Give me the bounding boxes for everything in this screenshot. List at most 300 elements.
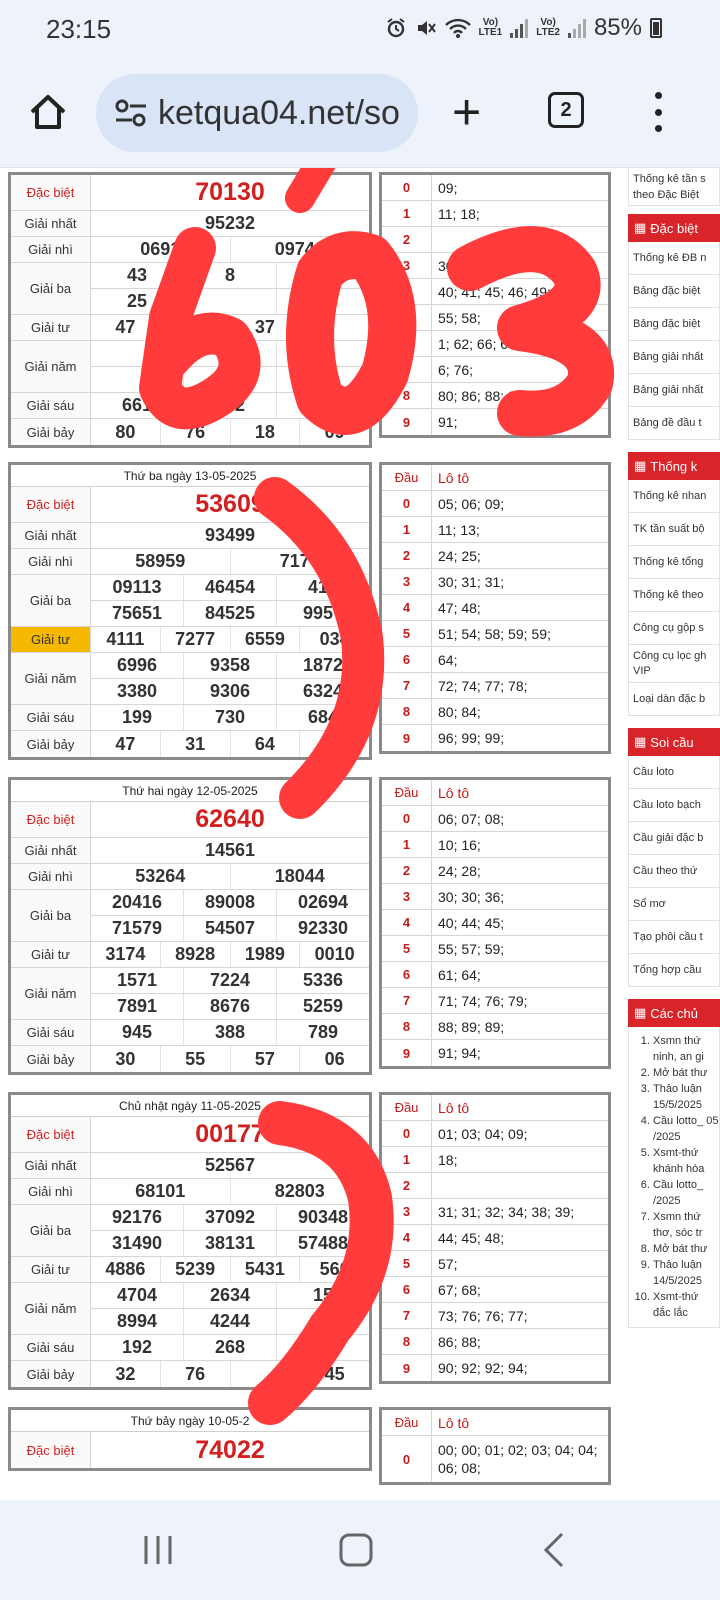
prize-values: [91, 315, 369, 340]
prize-label: Giải năm: [11, 653, 91, 704]
prize-row: [11, 705, 369, 731]
prize-values: [91, 263, 369, 314]
prize-number: 14561: [204, 840, 256, 860]
loto-dau: 3: [382, 884, 432, 909]
prize-number: [277, 1335, 369, 1360]
tab-switcher-button[interactable]: 2: [548, 92, 584, 128]
prize-number: 745: [307, 291, 339, 311]
loto-dau: 8: [382, 383, 432, 408]
prize-row: [11, 487, 369, 523]
loto-values: 05; 06; 09;: [438, 495, 505, 512]
prize-number: 962: [184, 393, 277, 418]
loto-dau: 3: [382, 253, 432, 278]
prize-subrow: [91, 315, 369, 340]
more-menu-icon[interactable]: [652, 92, 664, 132]
prize-label: Giải tư: [11, 942, 91, 967]
loto-dau: 0: [382, 175, 432, 200]
loto-dau: 6: [382, 331, 432, 356]
loto-values: 31; 31; 32; 34; 38; 39;: [438, 1203, 575, 1220]
status-icons: [385, 14, 662, 42]
loto-header-loto: Lô tô: [438, 1099, 470, 1116]
sidebar-link[interactable]: Tạo phôi cầu t: [628, 921, 720, 954]
prize-number: 7277: [161, 627, 231, 652]
loto-row: [382, 1329, 608, 1355]
prize-number: 10: [312, 369, 334, 389]
prize-number: 388: [184, 1020, 277, 1045]
loto-row: [382, 279, 608, 305]
loto-dau: 7: [382, 988, 432, 1013]
result-date: Thứ hai ngày 12-05-2025: [11, 780, 369, 802]
lte1-label: Vo) LTE1: [478, 17, 503, 38]
site-settings-icon[interactable]: [114, 98, 148, 128]
loto-values: 24; 25;: [438, 547, 481, 564]
loto-values: 90; 92; 92; 94;: [438, 1360, 528, 1376]
loto-row: [382, 832, 608, 858]
loto-row: [382, 1040, 608, 1066]
prize-number: 46454: [184, 575, 277, 600]
prize-number: 71579: [91, 916, 184, 941]
prize-subrow: [91, 916, 369, 941]
loto-dau: 5: [382, 936, 432, 961]
mute-icon: [415, 17, 437, 39]
sidebar-link[interactable]: Cầu loto bạch: [628, 789, 720, 822]
prize-number: 70130: [195, 178, 265, 206]
prize-subrow: [91, 601, 369, 626]
prize-number: 7224: [184, 968, 277, 993]
loto-row: [382, 1014, 608, 1040]
loto-row: [382, 621, 608, 647]
prize-number: 92176: [91, 1205, 184, 1230]
loto-row: [382, 1251, 608, 1277]
prize-label: Giải sáu: [11, 705, 91, 730]
prize-subrow: [91, 1046, 369, 1072]
prize-values: [91, 1257, 369, 1282]
prize-label: Giải năm: [11, 341, 91, 392]
prize-values: [91, 237, 369, 262]
loto-dau: 1: [382, 1147, 432, 1172]
prize-label: Giải nhất: [11, 1153, 91, 1178]
loto-row: [382, 988, 608, 1014]
topic-link[interactable]: 1. Xsmn thứ ninh, an gi: [653, 1033, 719, 1065]
prize-row: [11, 237, 369, 263]
prize-label: Đặc biệt: [11, 1432, 91, 1468]
topic-link[interactable]: 9. Thảo luận 14/5/2025: [653, 1257, 719, 1289]
prize-number: 7177: [279, 551, 320, 571]
loto-values: 30; 31; 31;: [438, 573, 505, 590]
loto-values: 09;: [438, 179, 458, 196]
sidebar-link[interactable]: Công cụ lọc gh VIP: [628, 645, 720, 683]
prize-number: 31490: [91, 1231, 184, 1256]
prize-row: [11, 1117, 369, 1153]
loto-values: 40; 41; 45; 46; 49;: [438, 283, 551, 300]
prize-row: [11, 1361, 369, 1387]
prize-subrow: [91, 1335, 369, 1360]
prize-number: 789: [307, 1022, 339, 1042]
prize-values: [91, 838, 369, 863]
topic-link[interactable]: 2. Mở bát thư: [653, 1065, 719, 1081]
prize-number: 74022: [195, 1435, 265, 1464]
sidebar-section-title: Đặc biệt: [650, 220, 698, 236]
prize-label: Giải nhì: [11, 1179, 91, 1204]
prize-number: 43: [91, 263, 184, 288]
prize-subrow: [91, 263, 369, 289]
prize-label: Giải bảy: [11, 419, 91, 445]
loto-header-loto: Lô tô: [438, 1414, 470, 1431]
prize-number: 8928: [161, 942, 231, 967]
loto-row: [382, 383, 608, 409]
prize-label: Giải nhất: [11, 211, 91, 236]
sidebar-link[interactable]: Cầu giải đặc b: [628, 822, 720, 855]
prize-number: 37092: [184, 1205, 277, 1230]
prize-number: 4886: [91, 1257, 161, 1282]
loto-dau: 7: [382, 1303, 432, 1328]
loto-row: [382, 1277, 608, 1303]
result-date: Thứ ba ngày 13-05-2025: [11, 465, 369, 487]
loto-values: 44; 45; 48;: [438, 1229, 505, 1246]
loto-row: [382, 1355, 608, 1381]
loto-dau: 0: [382, 1121, 432, 1146]
prize-row: [11, 1335, 369, 1361]
loto-row: [382, 569, 608, 595]
url-text[interactable]: ketqua04.net/so: [158, 94, 400, 132]
prize-number: 2634: [184, 1283, 277, 1308]
signal-icon-1: [510, 18, 528, 38]
prize-values: [91, 1046, 369, 1072]
loto-values: [432, 227, 608, 252]
prize-values: [91, 1335, 369, 1360]
loto-values: 00; 00; 01; 02; 03; 04; 04; 06; 08;: [438, 1442, 598, 1476]
sidebar-link[interactable]: Bảng đề đầu t: [628, 407, 720, 440]
prize-number: 57488: [297, 1233, 349, 1253]
sidebar-link[interactable]: Công cụ gộp s: [628, 612, 720, 645]
prize-label: Giải ba: [11, 575, 91, 626]
prize-row: [11, 1020, 369, 1046]
prize-label: Giải nhất: [11, 523, 91, 548]
prize-number: 75651: [91, 601, 184, 626]
loto-row: [382, 1303, 608, 1329]
prize-number: 8676: [184, 994, 277, 1019]
loto-header: [382, 465, 608, 491]
alarm-icon: [385, 17, 407, 39]
prize-label: Giải sáu: [11, 393, 91, 418]
topic-link[interactable]: 10. Xsmt-thứ đắc lắc: [653, 1289, 719, 1321]
prize-values: [91, 487, 369, 522]
loto-values: 71; 74; 76; 79;: [438, 992, 528, 1009]
loto-dau: 4: [382, 1225, 432, 1250]
loto-row: [382, 910, 608, 936]
result-table: [8, 172, 372, 448]
prize-label: Giải tư: [11, 315, 91, 340]
prize-number: 00177: [195, 1120, 265, 1148]
prize-values: [91, 175, 369, 210]
prize-subrow: [91, 838, 369, 863]
prize-values: [91, 802, 369, 837]
prize-number: 20416: [91, 890, 184, 915]
loto-dau: 9: [382, 725, 432, 751]
prize-values: [91, 419, 369, 445]
loto-dau: 4: [382, 910, 432, 935]
prize-values: [91, 653, 369, 704]
prize-values: [91, 890, 369, 941]
sidebar-link[interactable]: Bảng đặc biệt: [628, 308, 720, 341]
prize-number: 5336: [302, 970, 344, 990]
battery-percent: 85%: [593, 14, 642, 41]
search-icon: ▦: [634, 734, 647, 749]
prize-values: [91, 1205, 369, 1256]
sidebar-link[interactable]: TK tần suất bộ: [628, 513, 720, 546]
sidebar-link[interactable]: Loại dàn đặc b: [628, 683, 720, 716]
prize-subrow: [91, 211, 369, 236]
prize-number: 661: [91, 393, 184, 418]
prize-subrow: [91, 1283, 369, 1309]
loto-dau: 9: [382, 409, 432, 435]
prize-subrow: [91, 653, 369, 679]
prize-subrow: [91, 1231, 369, 1256]
result-table: [8, 1092, 372, 1390]
loto-header: [382, 1095, 608, 1121]
sidebar-link[interactable]: Bảng giải nhất: [628, 374, 720, 407]
chart-icon: ▦: [634, 458, 647, 473]
sidebar-section-title: Các chủ: [650, 1005, 698, 1021]
prize-subrow: [91, 1432, 369, 1468]
prize-values: [91, 1283, 369, 1334]
prize-number: 199: [91, 705, 184, 730]
loto-values: [432, 1173, 608, 1198]
prize-number: 53264: [91, 864, 231, 889]
loto-values: 47; 48;: [438, 599, 481, 616]
prize-subrow: [91, 237, 369, 262]
prize-values: [91, 1179, 369, 1204]
loto-values: 73; 76; 76; 77;: [438, 1307, 528, 1324]
prize-subrow: [91, 575, 369, 601]
prize-number: 62640: [195, 805, 265, 833]
prize-row: [11, 731, 369, 757]
prize-values: [91, 341, 369, 392]
prize-row: [11, 1179, 369, 1205]
sidebar-link[interactable]: Thống kê theo: [628, 579, 720, 612]
prize-subrow: [91, 289, 369, 314]
prize-number: 18044: [274, 866, 325, 886]
prize-row: [11, 1257, 369, 1283]
loto-row: [382, 543, 608, 569]
prize-number: 47: [91, 315, 161, 340]
sidebar-section-header: [628, 214, 720, 242]
prize-row: [11, 341, 369, 393]
prize-values: [91, 864, 369, 889]
loto-row: [382, 806, 608, 832]
prize-values: [91, 549, 369, 574]
prize-number: 89008: [184, 890, 277, 915]
sidebar-link[interactable]: Thống kê tần s theo Đặc Biệt: [628, 168, 720, 206]
prize-number: 55: [161, 1046, 231, 1072]
prize-subrow: [91, 1117, 369, 1152]
back-nav-icon[interactable]: [534, 1528, 578, 1572]
prize-number: 47: [91, 731, 161, 757]
result-table: [8, 1407, 372, 1471]
prize-number: 9306: [184, 679, 277, 704]
prize-row: [11, 523, 369, 549]
loto-values: 55; 57; 59;: [438, 940, 505, 957]
loto-row: [382, 1121, 608, 1147]
prize-subrow: [91, 549, 369, 574]
loto-header-dau: Đầu: [382, 780, 432, 805]
prize-number: 84525: [184, 601, 277, 626]
status-bar: [0, 0, 720, 62]
topic-link[interactable]: 4. Cầu lotto_ 05 /2025: [653, 1113, 719, 1145]
sidebar-link[interactable]: Bảng đặc biệt: [628, 275, 720, 308]
loto-row: [382, 884, 608, 910]
sidebar-link[interactable]: Tổng hợp cầu: [628, 954, 720, 987]
loto-values: 01; 03; 04; 09;: [438, 1125, 528, 1142]
users-icon: ▦: [634, 1005, 647, 1020]
prize-number: 416: [307, 577, 339, 597]
sidebar-link[interactable]: Cầu loto: [628, 756, 720, 789]
loto-dau: 2: [382, 227, 432, 252]
prize-number: 52567: [204, 1155, 256, 1175]
prize-subrow: [91, 968, 369, 994]
recent-apps-icon[interactable]: [136, 1528, 180, 1572]
prize-label: Giải nhì: [11, 864, 91, 889]
prize-subrow: [91, 1153, 369, 1178]
prize-row: [11, 393, 369, 419]
loto-row: [382, 595, 608, 621]
prize-label: Giải ba: [11, 263, 91, 314]
prize-values: [91, 575, 369, 626]
new-tab-button[interactable]: +: [452, 84, 482, 140]
prize-number: 58959: [91, 549, 231, 574]
prize-number: 15: [312, 1285, 334, 1305]
prize-label: Giải sáu: [11, 1335, 91, 1360]
prize-row: [11, 211, 369, 237]
prize-subrow: [91, 679, 369, 704]
loto-values: 61; 64;: [438, 966, 481, 983]
prize-row: [11, 175, 369, 211]
prize-number: 8: [184, 263, 277, 288]
home-icon[interactable]: [26, 90, 70, 134]
prize-subrow: [91, 731, 369, 757]
sidebar-topic-list: [628, 1027, 720, 1328]
prize-number: 32: [91, 1361, 161, 1387]
prize-number: 92330: [297, 918, 349, 938]
sidebar-section-header: [628, 452, 720, 480]
browser-toolbar: [0, 62, 720, 168]
sidebar-link[interactable]: Thống kê ĐB n: [628, 242, 720, 275]
topic-link[interactable]: 5. Xsmt-thứ khánh hòa: [653, 1145, 719, 1177]
sidebar-link[interactable]: Thống kê nhan: [628, 480, 720, 513]
loto-values: 11; 18;: [438, 205, 480, 222]
prize-subrow: [91, 1205, 369, 1231]
prize-number: 945: [91, 1020, 184, 1045]
prize-number: 82803: [274, 1181, 325, 1201]
prize-label: Giải ba: [11, 1205, 91, 1256]
prize-values: [91, 731, 369, 757]
prize-row: [11, 263, 369, 315]
prize-subrow: [91, 994, 369, 1019]
prize-number: 37: [231, 315, 301, 340]
prize-label: Đặc biệt: [11, 802, 91, 837]
prize-values: [91, 1361, 369, 1387]
prize-number: 192: [91, 1335, 184, 1360]
prize-values: [91, 1153, 369, 1178]
prize-values: [91, 705, 369, 730]
prize-values: [91, 1117, 369, 1152]
loto-row: [382, 491, 608, 517]
prize-number: 6324: [302, 681, 344, 701]
prize-number: 0: [329, 733, 340, 754]
prize-values: [91, 1020, 369, 1045]
prize-number: 80: [91, 419, 161, 445]
sidebar: [628, 168, 720, 1328]
status-time: 23:15: [46, 14, 112, 44]
result-date: Chủ nhật ngày 11-05-2025: [11, 1095, 369, 1117]
prize-label: Đặc biệt: [11, 175, 91, 210]
wifi-icon: [445, 17, 471, 39]
prize-values: [91, 1432, 369, 1468]
prize-subrow: [91, 393, 369, 418]
topic-link[interactable]: 6. Cầu lotto_ /2025: [653, 1177, 719, 1209]
prize-number: 76: [161, 419, 231, 445]
sidebar-link[interactable]: Cầu theo thứ: [628, 855, 720, 888]
loto-values: 88; 89; 89;: [438, 1018, 505, 1035]
prize-values: [91, 942, 369, 967]
prize-subrow: [91, 175, 369, 210]
sidebar-link[interactable]: Bảng giải nhất: [628, 341, 720, 374]
loto-row: [382, 962, 608, 988]
prize-number: 76: [161, 1361, 231, 1387]
home-nav-icon[interactable]: [334, 1528, 378, 1572]
loto-dau: 1: [382, 832, 432, 857]
prize-label: Đặc biệt: [11, 487, 91, 522]
topic-link[interactable]: 3. Thảo luận 15/5/2025: [653, 1081, 719, 1113]
loto-values: 6; 76;: [438, 361, 474, 378]
prize-subrow: [91, 487, 369, 522]
prize-row: [11, 890, 369, 942]
prize-number: 54507: [184, 916, 277, 941]
loto-dau: 8: [382, 1014, 432, 1039]
address-bar[interactable]: [96, 74, 418, 152]
loto-row: [382, 725, 608, 751]
prize-row: [11, 315, 369, 341]
prize-label: Giải nhì: [11, 549, 91, 574]
loto-dau: 1: [382, 517, 432, 542]
prize-number: 0010: [314, 944, 355, 964]
sidebar-link[interactable]: Sổ mơ: [628, 888, 720, 921]
signal-icon-2: [568, 18, 586, 38]
sidebar-link[interactable]: Thống kê tổng: [628, 546, 720, 579]
prize-subrow: [91, 864, 369, 889]
prize-number: 4111: [91, 627, 161, 652]
prize-row: [11, 802, 369, 838]
prize-subrow: [91, 1179, 369, 1204]
prize-row: [11, 1153, 369, 1179]
sidebar-section-title: Thống k: [650, 458, 698, 474]
loto-values: 67; 68;: [438, 1281, 481, 1298]
prize-number: 9957: [302, 603, 344, 623]
prize-number: 09749: [274, 239, 325, 259]
prize-number: 09: [324, 421, 345, 442]
loto-dau: 1: [382, 201, 432, 226]
topic-link[interactable]: 8. Mở bát thư: [653, 1241, 719, 1257]
topic-link[interactable]: 7. Xsmn thứ thơ, sóc tr: [653, 1209, 719, 1241]
loto-row: [382, 1147, 608, 1173]
prize-row: [11, 1432, 369, 1468]
loto-dau: 3: [382, 569, 432, 594]
loto-row: [382, 1173, 608, 1199]
prize-label: Giải bảy: [11, 1361, 91, 1387]
prize-row: [11, 549, 369, 575]
loto-values: 51; 54; 58; 59; 59;: [438, 625, 551, 642]
prize-row: [11, 942, 369, 968]
